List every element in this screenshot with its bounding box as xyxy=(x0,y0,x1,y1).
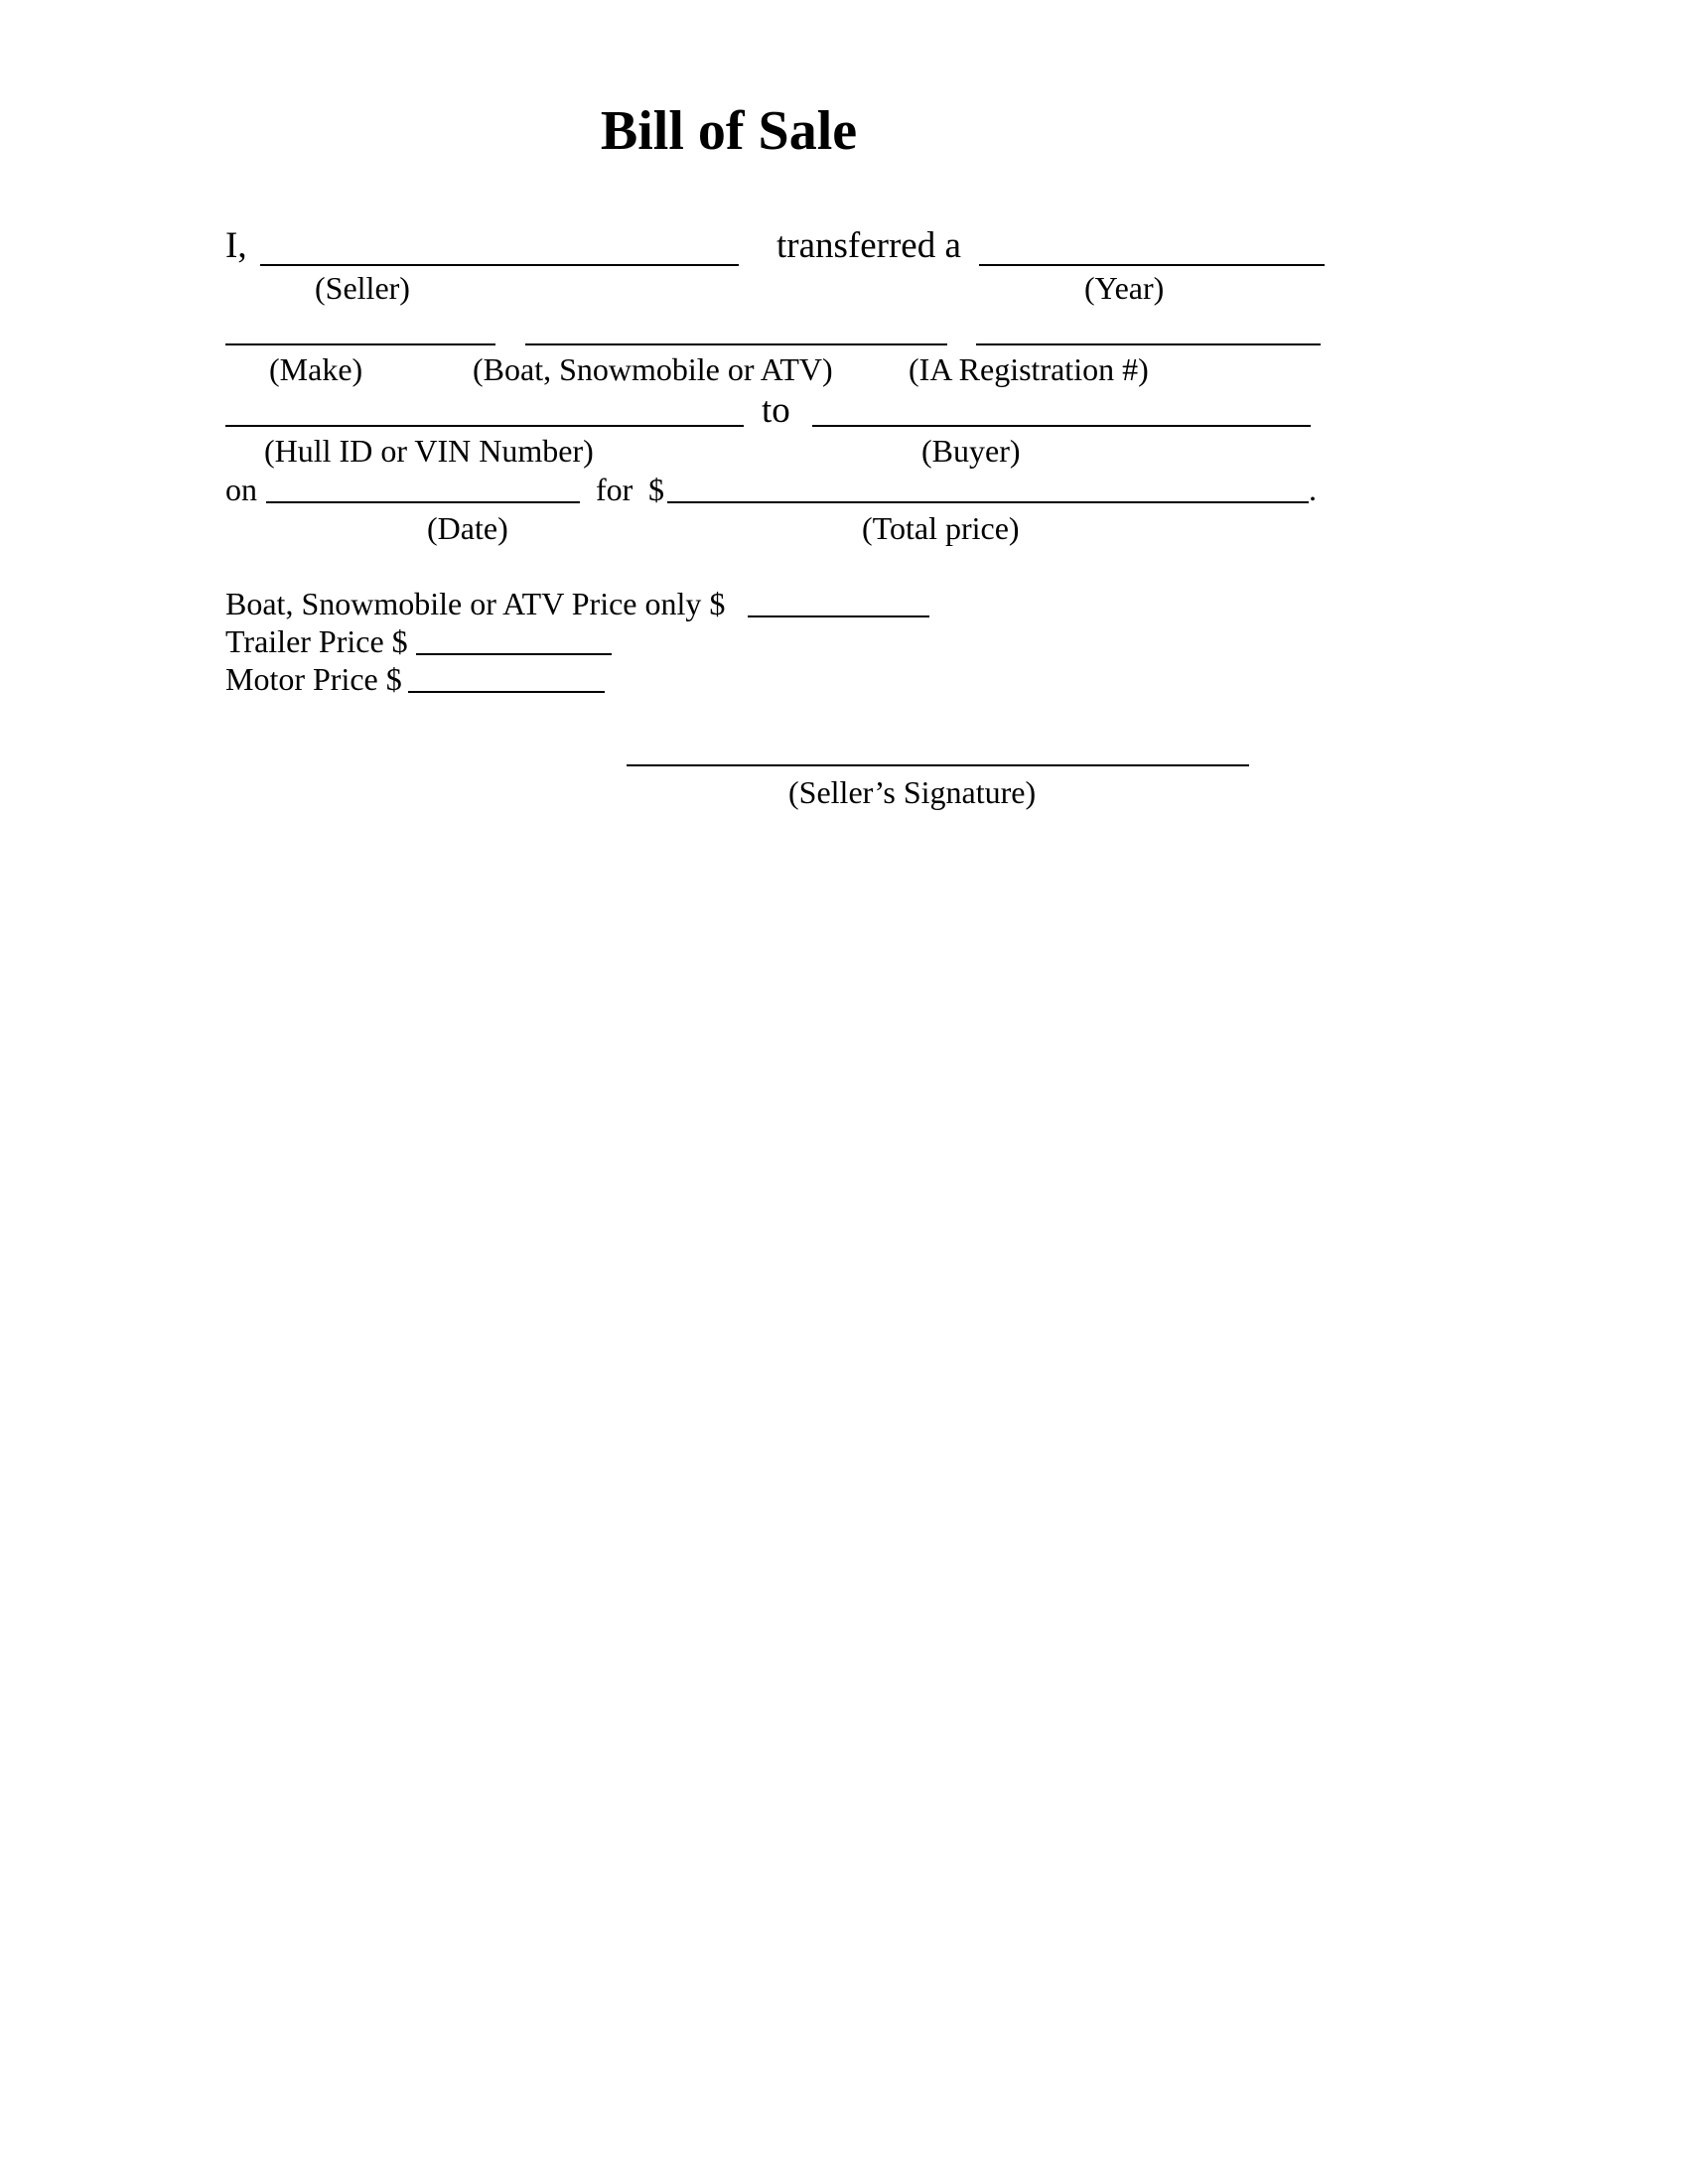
total-period: . xyxy=(1309,472,1317,507)
seller-line[interactable] xyxy=(260,264,739,266)
buyer-line[interactable] xyxy=(812,425,1311,427)
vehicle-price-label: Boat, Snowmobile or ATV Price only $ xyxy=(225,586,726,621)
prefix-i: I, xyxy=(225,225,247,266)
registration-line[interactable] xyxy=(976,343,1321,345)
document-title: Bill of Sale xyxy=(600,100,858,162)
buyer-caption: (Buyer) xyxy=(921,433,1021,469)
seller-signature-caption: (Seller’s Signature) xyxy=(788,774,1037,810)
on-word: on xyxy=(225,472,257,507)
trailer-price-line[interactable] xyxy=(416,653,612,655)
make-line[interactable] xyxy=(225,343,495,345)
hull-id-caption: (Hull ID or VIN Number) xyxy=(264,433,594,469)
year-caption: (Year) xyxy=(1084,270,1165,306)
hull-id-line[interactable] xyxy=(225,425,744,427)
for-word: for xyxy=(596,472,633,507)
seller-caption: (Seller) xyxy=(315,270,410,306)
date-caption: (Date) xyxy=(427,510,508,546)
motor-price-line[interactable] xyxy=(408,691,605,693)
vehicle-caption: (Boat, Snowmobile or ATV) xyxy=(473,351,833,387)
year-line[interactable] xyxy=(979,264,1325,266)
to-word: to xyxy=(762,390,790,431)
vehicle-price-line[interactable] xyxy=(748,615,929,617)
total-price-caption: (Total price) xyxy=(862,510,1020,546)
make-caption: (Make) xyxy=(269,351,363,387)
total-dollar-sign: $ xyxy=(648,472,664,507)
trailer-price-label: Trailer Price $ xyxy=(225,623,408,659)
seller-signature-line[interactable] xyxy=(627,764,1249,766)
transferred-a-text: transferred a xyxy=(776,225,961,266)
motor-price-label: Motor Price $ xyxy=(225,661,402,697)
total-price-line[interactable] xyxy=(667,501,1309,503)
vehicle-type-line[interactable] xyxy=(525,343,947,345)
registration-caption: (IA Registration #) xyxy=(909,351,1149,387)
date-line[interactable] xyxy=(266,501,580,503)
